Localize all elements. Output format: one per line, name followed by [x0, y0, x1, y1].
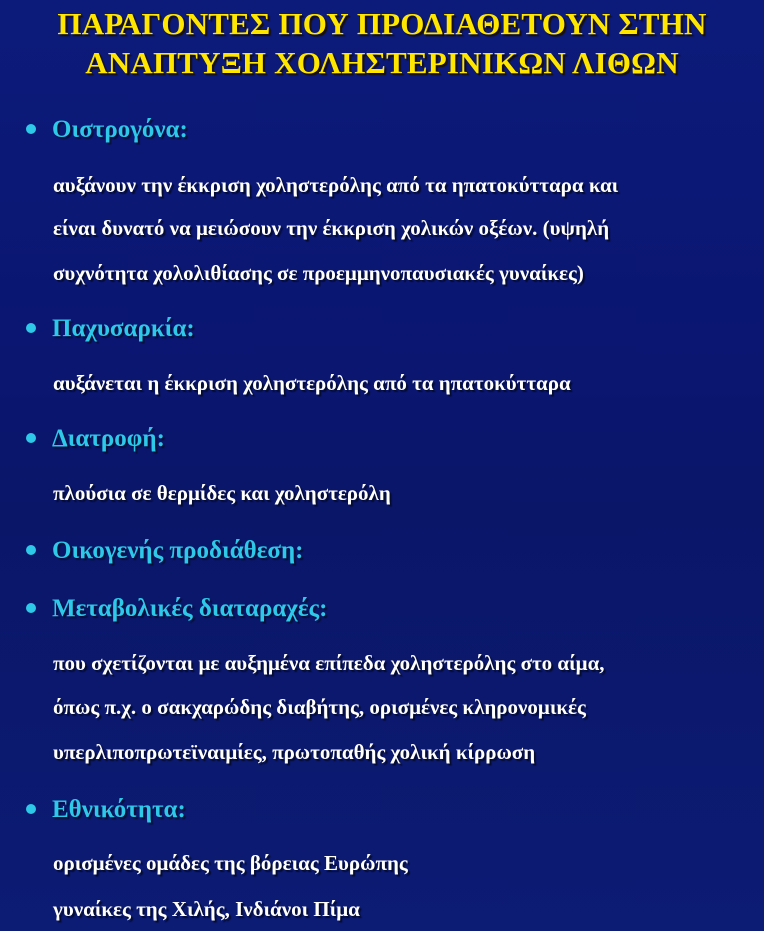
body-line: γυναίκες της Χιλής, Ινδιάνοι Πίμα	[53, 897, 360, 921]
bullet-heading-ethnicity	[26, 795, 186, 825]
bullet-icon	[26, 323, 36, 333]
body-line: όπως π.χ. ο σακχαρώδης διαβήτης, ορισμένες κληρονομικές	[53, 695, 586, 719]
body-line: αυξάνεται η έκκριση χοληστερόλης από τα ηπατοκύτταρα	[53, 371, 571, 395]
body-line: που σχετίζονται με αυξημένα επίπεδα χοληστερόλης στο αίμα,	[53, 651, 605, 675]
heading-text: Διατροφή:	[52, 425, 165, 452]
bullet-icon	[26, 603, 36, 613]
bullet-heading-estrogens	[26, 115, 188, 145]
slide-title	[0, 4, 764, 82]
bullet-icon	[26, 433, 36, 443]
heading-text: Μεταβολικές διαταραχές:	[52, 595, 328, 622]
bullet-icon	[26, 124, 36, 134]
body-line: αυξάνουν την έκκριση χοληστερόλης από τα ηπατοκύτταρα και	[53, 173, 619, 197]
body-line: ορισμένες ομάδες της βόρειας Ευρώπης	[53, 851, 408, 875]
bullet-heading-obesity	[26, 314, 195, 344]
heading-text: Παχυσαρκία:	[52, 315, 195, 342]
heading-text: Εθνικότητα:	[52, 796, 186, 823]
bullet-heading-family-predisposition	[26, 536, 304, 566]
heading-text: Οιστρογόνα:	[52, 116, 188, 143]
body-line: υπερλιποπρωτεϊναιμίες, πρωτοπαθής χολική κίρρωση	[53, 740, 536, 764]
bullet-heading-metabolic-disorders	[26, 594, 327, 624]
title-line-2: ΑΝΑΠΤΥΞΗ ΧΟΛΗΣΤΕΡΙΝΙΚΩΝ ΛΙΘΩΝ	[85, 45, 679, 80]
body-line: πλούσια σε θερμίδες και χοληστερόλη	[53, 481, 391, 505]
bullet-heading-diet	[26, 424, 165, 454]
body-line: είναι δυνατό να μειώσουν την έκκριση χολικών οξέων. (υψηλή	[53, 216, 610, 240]
body-line: συχνότητα χολολιθίασης σε προεμμηνοπαυσιακές γυναίκες)	[53, 261, 584, 285]
title-line-1: ΠΑΡΑΓΟΝΤΕΣ ΠΟΥ ΠΡΟΔΙΑΘΕΤΟΥΝ ΣΤΗΝ	[57, 6, 707, 41]
bullet-icon	[26, 545, 36, 555]
bullet-icon	[26, 804, 36, 814]
heading-text: Οικογενής προδιάθεση:	[52, 537, 304, 564]
